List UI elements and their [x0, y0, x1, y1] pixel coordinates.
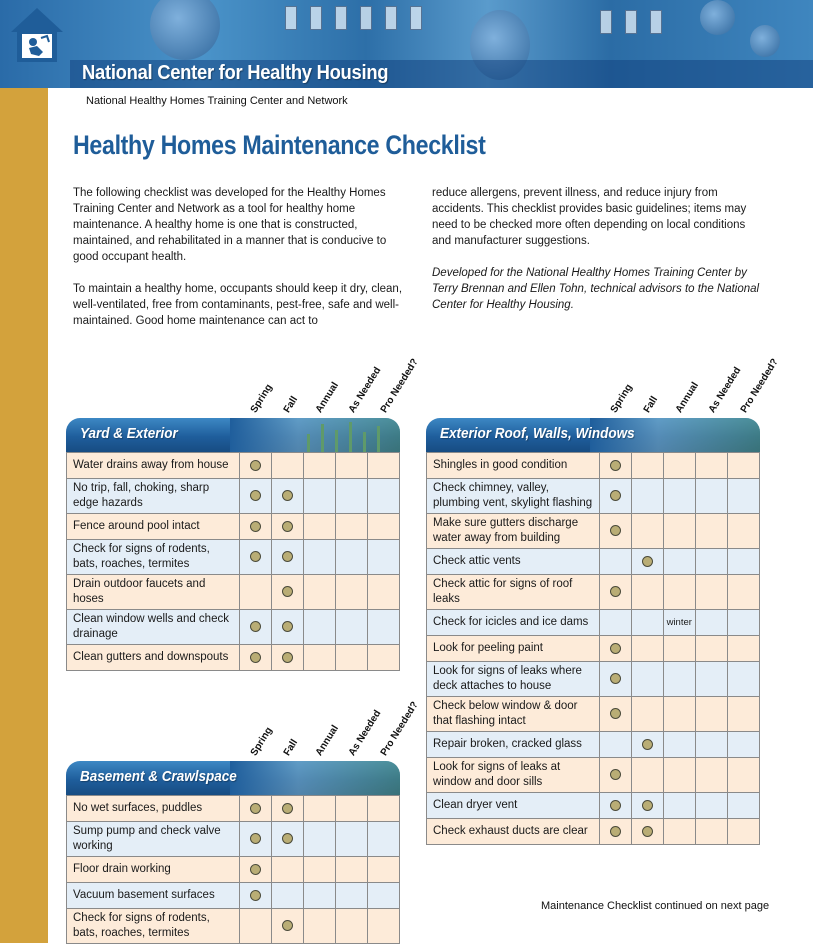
checklist-item-label: Check below window & door that flashing intact — [427, 697, 600, 732]
cell-as-needed — [335, 857, 367, 883]
cell-pro-needed — [727, 610, 759, 636]
cell-fall — [631, 549, 663, 575]
table-row — [67, 857, 400, 883]
table-row — [427, 514, 760, 549]
table-row — [427, 697, 760, 732]
cell-as-needed — [695, 732, 727, 758]
table-row — [427, 732, 760, 758]
check-dot-icon — [282, 586, 293, 597]
basement-section-title: Basement & Crawlspace — [80, 768, 237, 785]
table-row — [427, 610, 760, 636]
col-head-annual: Annual — [313, 380, 341, 415]
check-dot-icon — [282, 652, 293, 663]
cell-annual — [663, 575, 695, 610]
check-dot-icon — [250, 621, 261, 632]
check-dot-icon — [610, 826, 621, 837]
cell-annual — [303, 514, 335, 540]
yard-section-header — [66, 418, 400, 452]
cell-spring — [239, 479, 271, 514]
table-row — [67, 909, 400, 944]
yard-section-title: Yard & Exterior — [80, 425, 178, 442]
cell-annual — [663, 514, 695, 549]
col-head-pro-needed: Pro Needed? — [378, 356, 421, 415]
cell-pro-needed — [367, 857, 399, 883]
cell-fall — [631, 732, 663, 758]
cell-annual — [663, 732, 695, 758]
col-head-pro-needed: Pro Needed? — [378, 699, 421, 758]
cell-as-needed — [335, 883, 367, 909]
cell-as-needed — [695, 514, 727, 549]
check-dot-icon — [282, 521, 293, 532]
check-dot-icon — [250, 864, 261, 875]
basement-checklist-table — [66, 795, 400, 944]
roof-section-title: Exterior Roof, Walls, Windows — [440, 425, 635, 442]
checklist-item-label: Look for signs of leaks at window and door sills — [427, 758, 600, 793]
credit-paragraph: Developed for the National Healthy Homes Training Center by Terry Brennan and Ellen Tohn, technical advisors to the National Center for Healthy Housing. — [432, 267, 760, 311]
cell-spring — [599, 514, 631, 549]
col-head-pro-needed: Pro Needed? — [738, 356, 781, 415]
cell-annual — [663, 697, 695, 732]
cell-spring — [239, 575, 271, 610]
check-dot-icon — [610, 769, 621, 780]
cell-annual — [303, 645, 335, 671]
check-dot-icon — [250, 833, 261, 844]
cell-as-needed — [335, 453, 367, 479]
table-row — [427, 793, 760, 819]
cell-as-needed — [335, 540, 367, 575]
cell-pro-needed — [727, 479, 759, 514]
org-name: National Center for Healthy Housing — [82, 62, 389, 84]
cell-pro-needed — [727, 549, 759, 575]
cell-pro-needed — [367, 796, 399, 822]
cell-fall — [631, 514, 663, 549]
check-dot-icon — [282, 551, 293, 562]
table-row — [427, 575, 760, 610]
check-dot-icon — [282, 490, 293, 501]
checklist-item-label: Clean dryer vent — [427, 793, 600, 819]
page-title: Healthy Homes Maintenance Checklist — [73, 130, 486, 160]
cell-annual — [663, 610, 695, 636]
cell-fall — [271, 453, 303, 479]
check-dot-icon — [250, 460, 261, 471]
cell-spring — [239, 883, 271, 909]
check-dot-icon — [642, 826, 653, 837]
table-row — [67, 514, 400, 540]
cell-pro-needed — [727, 732, 759, 758]
cell-as-needed — [695, 758, 727, 793]
table-row — [427, 636, 760, 662]
check-dot-icon — [642, 556, 653, 567]
intro-paragraph-1: The following checklist was developed for the Healthy Homes Training Center and Network as a tool for healthy home maintenance. A healthy home is one that is constructed, maintained, and rehabilitated in a manner that is conducive to good occupant health. — [73, 187, 387, 263]
col-head-fall: Fall — [281, 394, 301, 415]
checklist-item-label: Make sure gutters discharge water away from building — [427, 514, 600, 549]
cell-pro-needed — [367, 610, 399, 645]
cell-as-needed — [695, 549, 727, 575]
roof-checklist-table — [426, 452, 760, 845]
cell-fall — [271, 514, 303, 540]
cell-fall — [631, 793, 663, 819]
cell-fall — [631, 610, 663, 636]
check-dot-icon — [610, 643, 621, 654]
cell-fall — [271, 883, 303, 909]
cell-as-needed — [335, 479, 367, 514]
table-row — [427, 453, 760, 479]
cell-annual — [663, 662, 695, 697]
cell-as-needed — [695, 819, 727, 845]
cell-fall — [631, 479, 663, 514]
cell-spring — [599, 732, 631, 758]
check-dot-icon — [250, 652, 261, 663]
check-dot-icon — [250, 803, 261, 814]
cell-annual — [663, 793, 695, 819]
cell-spring — [599, 662, 631, 697]
check-dot-icon — [250, 890, 261, 901]
cell-annual — [303, 857, 335, 883]
checklist-item-label: No trip, fall, choking, sharp edge hazards — [67, 479, 240, 514]
cell-pro-needed — [367, 645, 399, 671]
cell-as-needed — [695, 575, 727, 610]
cell-spring — [599, 819, 631, 845]
checklist-item-label: Water drains away from house — [67, 453, 240, 479]
check-dot-icon — [282, 920, 293, 931]
cell-annual — [303, 479, 335, 514]
intro-paragraph-3: reduce allergens, prevent illness, and reduce injury from accidents. This checklist provides basic guidelines; items may need to be checked more often depending on local conditions and manufacturer suggestions. — [432, 187, 747, 247]
table-row — [427, 758, 760, 793]
checklist-item-label: No wet surfaces, puddles — [67, 796, 240, 822]
cell-fall — [271, 796, 303, 822]
check-dot-icon — [610, 460, 621, 471]
checklist-item-label: Shingles in good condition — [427, 453, 600, 479]
checklist-item-label: Check for signs of rodents, bats, roaches, termites — [67, 909, 240, 944]
cell-fall — [271, 540, 303, 575]
cell-spring — [599, 549, 631, 575]
cell-as-needed — [695, 453, 727, 479]
checklist-item-label: Clean gutters and downspouts — [67, 645, 240, 671]
cell-pro-needed — [727, 793, 759, 819]
cell-annual — [303, 909, 335, 944]
left-gold-bar — [0, 0, 48, 943]
col-head-as-needed: As Needed — [346, 708, 384, 758]
cell-fall — [631, 758, 663, 793]
col-head-annual: Annual — [313, 723, 341, 758]
cell-as-needed — [695, 636, 727, 662]
checklist-item-label: Check attic for signs of roof leaks — [427, 575, 600, 610]
check-dot-icon — [282, 833, 293, 844]
table-row — [67, 575, 400, 610]
cell-as-needed — [335, 514, 367, 540]
checklist-item-label: Floor drain working — [67, 857, 240, 883]
cell-pro-needed — [727, 819, 759, 845]
cell-as-needed — [335, 610, 367, 645]
table-row — [67, 822, 400, 857]
cell-fall — [271, 645, 303, 671]
cell-as-needed — [695, 479, 727, 514]
cell-spring — [239, 514, 271, 540]
table-row — [67, 540, 400, 575]
check-dot-icon — [610, 586, 621, 597]
checklist-item-label: Fence around pool intact — [67, 514, 240, 540]
cell-fall — [631, 636, 663, 662]
cell-as-needed — [695, 793, 727, 819]
checklist-item-label: Clean window wells and check drainage — [67, 610, 240, 645]
org-subtitle: National Healthy Homes Training Center and Network — [86, 95, 348, 107]
table-row — [427, 549, 760, 575]
cell-fall — [271, 610, 303, 645]
cell-pro-needed — [367, 575, 399, 610]
checklist-item-label: Look for peeling paint — [427, 636, 600, 662]
cell-pro-needed — [367, 540, 399, 575]
cell-as-needed — [695, 697, 727, 732]
table-row — [67, 645, 400, 671]
cell-spring — [599, 636, 631, 662]
checklist-item-label: Sump pump and check valve working — [67, 822, 240, 857]
cell-pro-needed — [727, 636, 759, 662]
col-head-spring: Spring — [248, 725, 275, 758]
cell-pro-needed — [367, 479, 399, 514]
cell-fall — [631, 453, 663, 479]
check-dot-icon — [642, 800, 653, 811]
cell-spring — [239, 857, 271, 883]
cell-pro-needed — [367, 822, 399, 857]
cell-annual — [663, 636, 695, 662]
checklist-item-label: Vacuum basement surfaces — [67, 883, 240, 909]
col-head-spring: Spring — [248, 382, 275, 415]
cell-spring — [239, 822, 271, 857]
cell-pro-needed — [727, 697, 759, 732]
cell-spring — [239, 645, 271, 671]
col-head-as-needed: As Needed — [706, 365, 744, 415]
cell-fall — [271, 909, 303, 944]
cell-fall — [631, 697, 663, 732]
cell-as-needed — [695, 662, 727, 697]
cell-pro-needed — [727, 575, 759, 610]
cell-as-needed — [335, 822, 367, 857]
yard-checklist-table — [66, 452, 400, 671]
cell-pro-needed — [367, 883, 399, 909]
cell-annual — [303, 883, 335, 909]
col-head-annual: Annual — [673, 380, 701, 415]
check-dot-icon — [250, 490, 261, 501]
continued-note: Maintenance Checklist continued on next page — [541, 900, 770, 912]
cell-pro-needed — [727, 453, 759, 479]
cell-fall — [271, 857, 303, 883]
col-head-as-needed: As Needed — [346, 365, 384, 415]
cell-annual — [663, 819, 695, 845]
cell-fall — [271, 479, 303, 514]
house-logo-icon — [9, 6, 65, 64]
cell-annual — [663, 479, 695, 514]
cell-as-needed — [335, 796, 367, 822]
check-dot-icon — [282, 621, 293, 632]
table-row — [67, 453, 400, 479]
cell-fall — [631, 575, 663, 610]
checklist-item-label: Look for signs of leaks where deck attaches to house — [427, 662, 600, 697]
check-dot-icon — [610, 490, 621, 501]
table-row — [67, 883, 400, 909]
check-dot-icon — [610, 525, 621, 536]
cell-spring — [599, 479, 631, 514]
cell-spring — [599, 793, 631, 819]
checklist-item-label: Check for signs of rodents, bats, roaches, termites — [67, 540, 240, 575]
cell-spring — [599, 575, 631, 610]
cell-pro-needed — [367, 514, 399, 540]
table-row — [67, 610, 400, 645]
cell-spring — [239, 909, 271, 944]
cell-spring — [599, 697, 631, 732]
cell-spring — [239, 540, 271, 575]
cell-as-needed — [335, 645, 367, 671]
checklist-item-label: Check for icicles and ice dams — [427, 610, 600, 636]
cell-annual — [303, 822, 335, 857]
cell-annual — [303, 575, 335, 610]
checklist-item-label: Drain outdoor faucets and hoses — [67, 575, 240, 610]
check-dot-icon — [610, 708, 621, 719]
cell-pro-needed — [727, 514, 759, 549]
cell-annual — [303, 453, 335, 479]
table-row — [427, 662, 760, 697]
table-row — [67, 796, 400, 822]
col-head-spring: Spring — [608, 382, 635, 415]
cell-spring — [599, 758, 631, 793]
check-dot-icon — [250, 521, 261, 532]
check-dot-icon — [610, 800, 621, 811]
cell-spring — [239, 796, 271, 822]
cell-annual — [303, 796, 335, 822]
check-dot-icon — [250, 551, 261, 562]
col-head-fall: Fall — [641, 394, 661, 415]
cell-pro-needed — [727, 662, 759, 697]
basement-section-header — [66, 761, 400, 795]
checklist-item-label: Repair broken, cracked glass — [427, 732, 600, 758]
table-row — [427, 819, 760, 845]
check-dot-icon — [282, 803, 293, 814]
roof-section-header — [426, 418, 760, 452]
check-dot-icon — [642, 739, 653, 750]
cell-as-needed — [335, 909, 367, 944]
cell-pro-needed — [367, 453, 399, 479]
intro-paragraph-2: To maintain a healthy home, occupants should keep it dry, clean, well-ventilated, free from contaminants, pest-free, safe and well-maintained. Good home maintenance can act to — [73, 283, 403, 327]
col-head-fall: Fall — [281, 737, 301, 758]
cell-fall — [631, 819, 663, 845]
cell-fall — [271, 822, 303, 857]
cell-as-needed — [695, 610, 727, 636]
checklist-item-label: Check chimney, valley, plumbing vent, skylight flashing — [427, 479, 600, 514]
cell-spring — [239, 453, 271, 479]
cell-annual — [663, 453, 695, 479]
cell-annual — [303, 540, 335, 575]
cell-annual — [303, 610, 335, 645]
cell-note: winter — [666, 617, 692, 628]
cell-annual — [663, 549, 695, 575]
table-row — [67, 479, 400, 514]
cell-spring — [599, 453, 631, 479]
cell-pro-needed — [727, 758, 759, 793]
cell-annual — [663, 758, 695, 793]
checklist-item-label: Check attic vents — [427, 549, 600, 575]
cell-spring — [239, 610, 271, 645]
table-row — [427, 479, 760, 514]
cell-pro-needed — [367, 909, 399, 944]
checklist-item-label: Check exhaust ducts are clear — [427, 819, 600, 845]
cell-fall — [271, 575, 303, 610]
cell-spring — [599, 610, 631, 636]
check-dot-icon — [610, 673, 621, 684]
cell-fall — [631, 662, 663, 697]
cell-as-needed — [335, 575, 367, 610]
